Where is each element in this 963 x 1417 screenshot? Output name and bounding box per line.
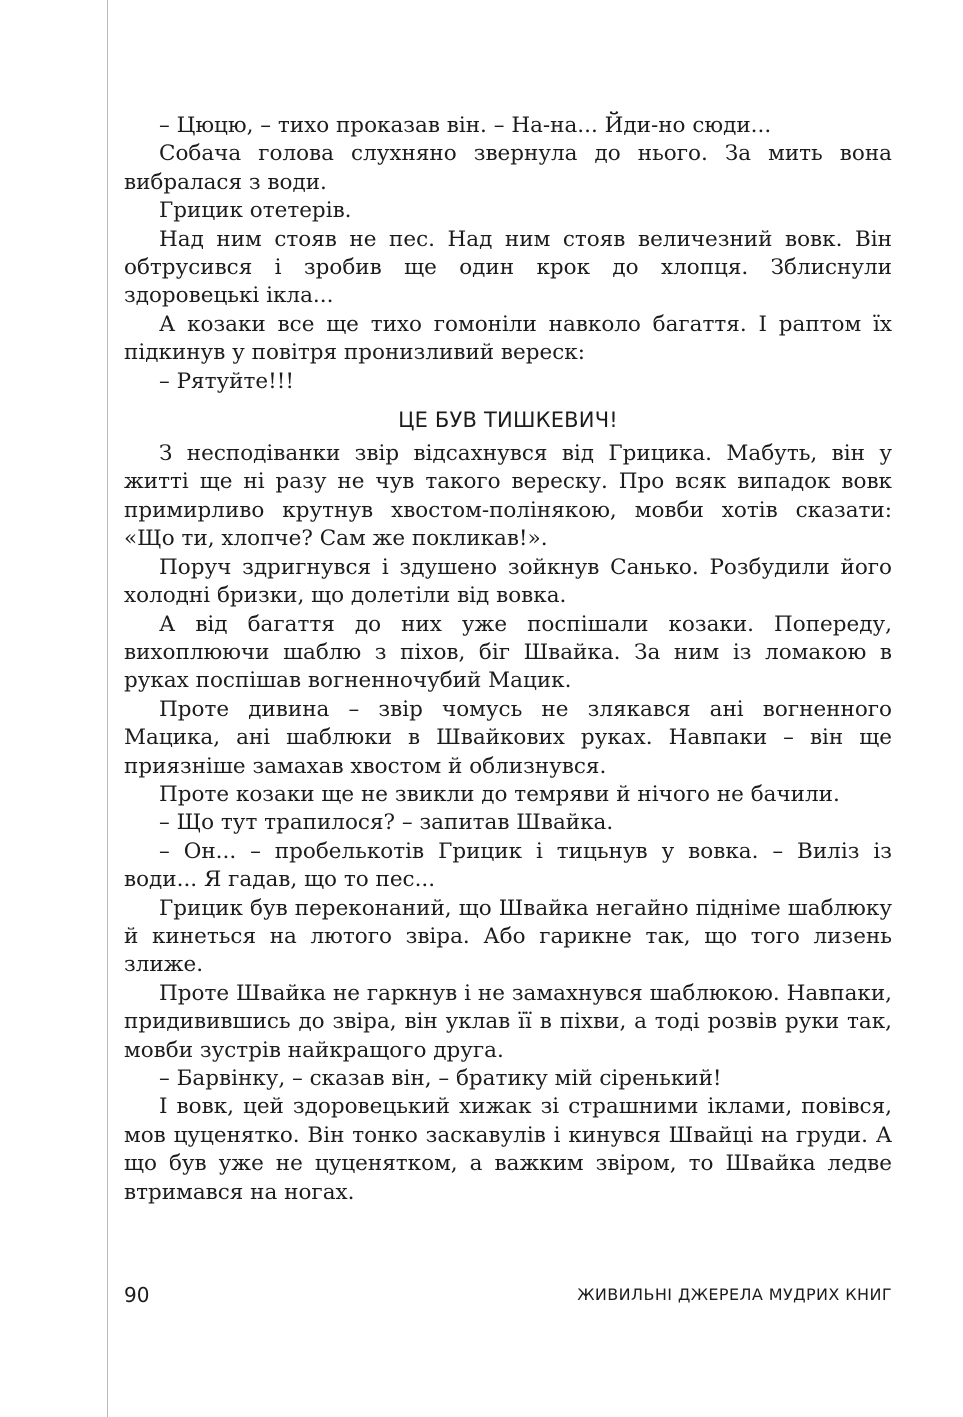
paragraph: – Барвінку, – сказав він, – братику мій сіренький! [159, 1066, 722, 1091]
paragraph: Проте дивина – звір чомусь не злякався ані вогненного Мацика, ані шаблюки в Швайкових руках. Навпаки – він ще приязніше замахав хвостом й облизнувся. [124, 696, 892, 779]
page-margin-line [107, 0, 108, 1417]
book-text [124, 112, 892, 1207]
paragraph: Над ним стояв не пес. Над ним стояв величезний вовк. Він обтрусився і зробив ще один крок до хлопця. Зблиснули здоровецькі ікла... [124, 226, 892, 309]
paragraph: Поруч здригнувся і здушено зойкнув Санько. Розбудили його холодні бризки, що долетіли від вовка. [124, 554, 892, 609]
paragraph: Грицик був переконаний, що Швайка негайно підніме шаблюку й кинеться на лютого звіра. Або гарикне так, що того лизень злиже. [124, 895, 892, 978]
paragraph: І вовк, цей здоровецький хижак зі страшними іклами, повівся, мов цуценятко. Він тонко заскавулів і кинувся Швайці на груди. А що був уже не цуценятком, а важким звіром, то Швайка ледве втримався на ногах. [124, 1094, 892, 1205]
running-title: ЖИВИЛЬНІ ДЖЕРЕЛА МУДРИХ КНИГ [577, 1285, 892, 1304]
paragraph: – Рятуйте!!! [159, 368, 295, 394]
paragraph: А від багаття до них уже поспішали козаки. Попереду, вихоплюючи шаблю з піхов, біг Швайка. За ним із ломакою в руках поспішав вогненночубий Мацик. [124, 611, 892, 694]
page-footer [124, 1283, 892, 1309]
chapter-heading: ЦЕ БУВ ТИШКЕВИЧ! [398, 408, 618, 433]
paragraph: Собача голова слухняно звернула до нього. За мить вона вибралася з води. [124, 141, 892, 195]
paragraph: З несподіванки звір відсахнувся від Грицика. Мабуть, він у житті ще ні разу не чув такого вереску. Про всяк випадок вовк примирливо крутнув хвостом-полінякою, мовби хотів сказати: «Що ти, хлопче? Сам же покликав!». [124, 441, 892, 552]
paragraph: А козаки все ще тихо гомоніли навколо багаття. І раптом їх підкинув у повітря пронизливий вереск: [124, 311, 892, 366]
page-number: 90 [124, 1283, 150, 1307]
paragraph: Проте козаки ще не звикли до темряви й нічого не бачили. [159, 781, 840, 807]
paragraph: – Цюцю, – тихо проказав він. – На-на... Йди-но сюди... [159, 113, 772, 138]
paragraph: Грицик отетерів. [159, 198, 352, 224]
paragraph: Проте Швайка не гаркнув і не замахнувся шаблюкою. Навпаки, придивившись до звіра, він уклав її в піхви, а тоді розвів руки так, мовби зустрів найкращого друга. [124, 980, 892, 1063]
paragraph: – Що тут трапилося? – запитав Швайка. [159, 810, 614, 836]
paragraph: – Он... – пробелькотів Грицик і тицьнув у вовка. – Виліз із води... Я гадав, що то пес... [124, 838, 892, 893]
